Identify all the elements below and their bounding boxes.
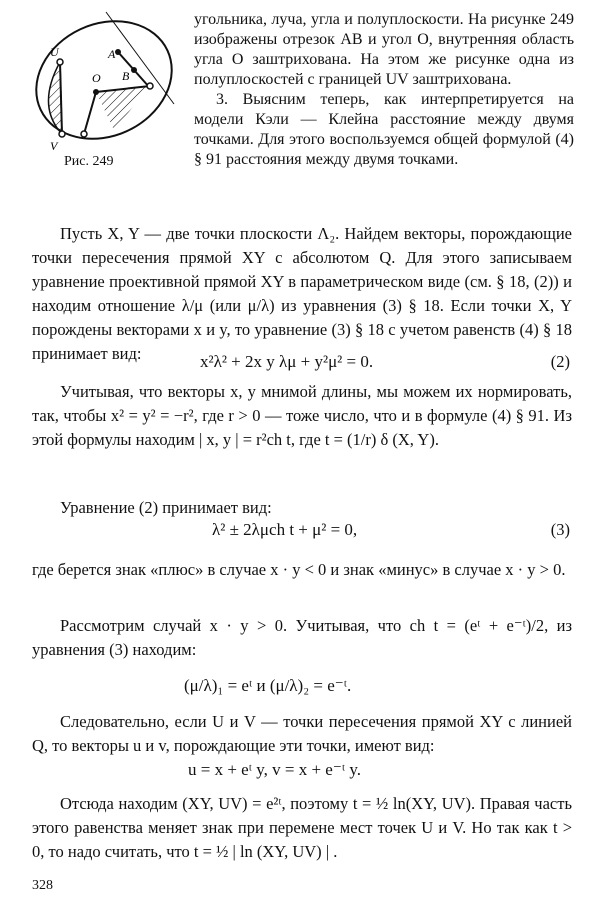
point-ray-end-2 [147, 83, 153, 89]
paragraph-normalize [32, 380, 572, 452]
page-number: 328 [32, 878, 53, 893]
point-a [115, 49, 121, 55]
angle-ray-1 [84, 92, 96, 134]
paragraph-eq2-form [32, 496, 572, 520]
point-u [57, 59, 63, 65]
paragraph-points [32, 222, 572, 366]
label-a: A [108, 47, 116, 61]
paragraph-section-3: 3. Выясним теперь, как интерпретируется на модели Кэли — Клейна расстояние между двумя точками. Для этого воспользуемся общей формулой (4) § 91 расстояния между двумя точками. [194, 91, 574, 168]
paragraph-sign [32, 558, 572, 582]
figure-caption: Рис. 249 [64, 154, 114, 169]
paragraph-figure-description: угольника, луча, угла и полуплоскости. На рисунке 249 изображены отрезок AB и угол O, внутренняя область угла O заштрихована. На этом же рисунке одна из полуплоскостей с границей UV заштрихована. [194, 11, 574, 88]
label-o: O [92, 71, 101, 85]
equation-3-number: (3) [550, 520, 570, 539]
figure-249 [22, 6, 180, 154]
paragraph-consequence [32, 710, 572, 758]
label-b: B [122, 69, 130, 83]
point-b [131, 67, 137, 73]
equation-uv: u = x + eᵗ y, v = x + e⁻ᵗ y. [188, 760, 361, 779]
paragraph-sign-text: где берется знак «плюс» в случае x · y < 0 и знак «минус» в случае x · y > 0. [32, 560, 566, 579]
paragraph-conclusion [32, 792, 572, 864]
label-v: V [50, 139, 58, 153]
paragraph-conclusion-text: Отсюда находим (XY, UV) = e²ᵗ, поэтому t = ½ ln(XY, UV). Правая часть этого равенства меняет знак при перемене мест точек U и V. Но так как t > 0, то надо считать, что t = ½ | ln (XY, UV) | . [32, 794, 572, 861]
paragraph-points-text: Пусть X, Y — две точки плоскости Λ₂. Найдем векторы, порождающие точки пересечения прямой XY с абсолютом Q. Для этого записываем уравнение проективной прямой XY в параметрическом виде (см. § 18, (2)) и находим отношение λ/μ (или μ/λ) из уравнения (3) § 18. Если точки X, Y порождены векторами x и y, то уравнение (3) § 18 с учетом равенств (4) § 18 принимает вид: [32, 224, 572, 363]
point-ray-end-1 [81, 131, 87, 137]
paragraph-case [32, 614, 572, 662]
point-v [59, 131, 65, 137]
equation-2: x²λ² + 2x y λμ + y²μ² = 0. [200, 352, 374, 371]
equation-ratios: (μ/λ)₁ = eᵗ и (μ/λ)₂ = e⁻ᵗ. [184, 676, 352, 695]
paragraph-normalize-text: Учитывая, что векторы x, y мнимой длины, мы можем их нормировать, так, чтобы x² = y² = −r², где r > 0 — тоже число, что и в формуле (4) § 91. Из этой формулы находим | x, y | = r²ch t, где t = (1/r) δ (X, Y). [32, 382, 572, 449]
equation-2-number: (2) [550, 352, 570, 371]
paragraph-case-text: Рассмотрим случай x · y > 0. Учитывая, что ch t = (eᵗ + e⁻ᵗ)/2, из уравнения (3) находим: [32, 616, 572, 659]
equation-3: λ² ± 2λμch t + μ² = 0, [212, 520, 358, 539]
label-u: U [50, 45, 59, 59]
right-column [194, 10, 574, 170]
paragraph-consequence-text: Следовательно, если U и V — точки пересечения прямой XY с линией Q, то векторы u и v, порождающие эти точки, имеют вид: [32, 712, 572, 755]
paragraph-eq2-form-text: Уравнение (2) принимает вид: [60, 498, 272, 517]
point-o [93, 89, 99, 95]
